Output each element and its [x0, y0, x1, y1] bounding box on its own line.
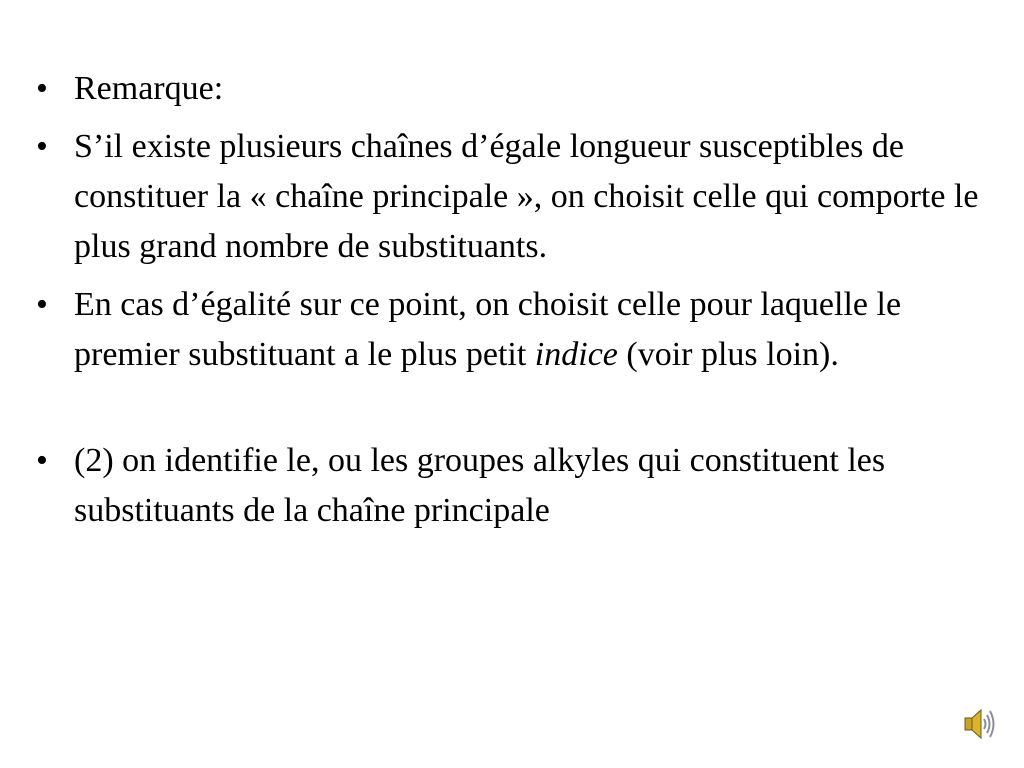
bullet-groupes-alkyles — [34, 436, 994, 536]
speaker-icon-graphic — [963, 704, 997, 744]
speaker-icon[interactable] — [963, 704, 997, 744]
bullet-text-italic: indice — [534, 336, 618, 373]
bullet-text-before: En cas d’égalité sur ce point, on choisit celle pour laquelle le premier substituant a le plus petit — [74, 286, 902, 373]
bullet-chaines-egale-longueur — [34, 122, 994, 272]
bullet-text-after: (voir plus loin). — [617, 336, 839, 373]
bullet-text: (2) on identifie le, ou les groupes alkyles qui constituent les substituants de la chaîne principale — [74, 442, 886, 529]
bullet-text: S’il existe plusieurs chaînes d’égale longueur susceptibles de constituer la « chaîne principale », on choisit celle qui comporte le plus grand nombre de substituants. — [74, 128, 979, 265]
bullet-list — [34, 64, 994, 544]
bullet-egalite-indice — [34, 280, 994, 380]
bullet-text: Remarque: — [74, 70, 224, 107]
bullet-remarque — [34, 64, 994, 114]
